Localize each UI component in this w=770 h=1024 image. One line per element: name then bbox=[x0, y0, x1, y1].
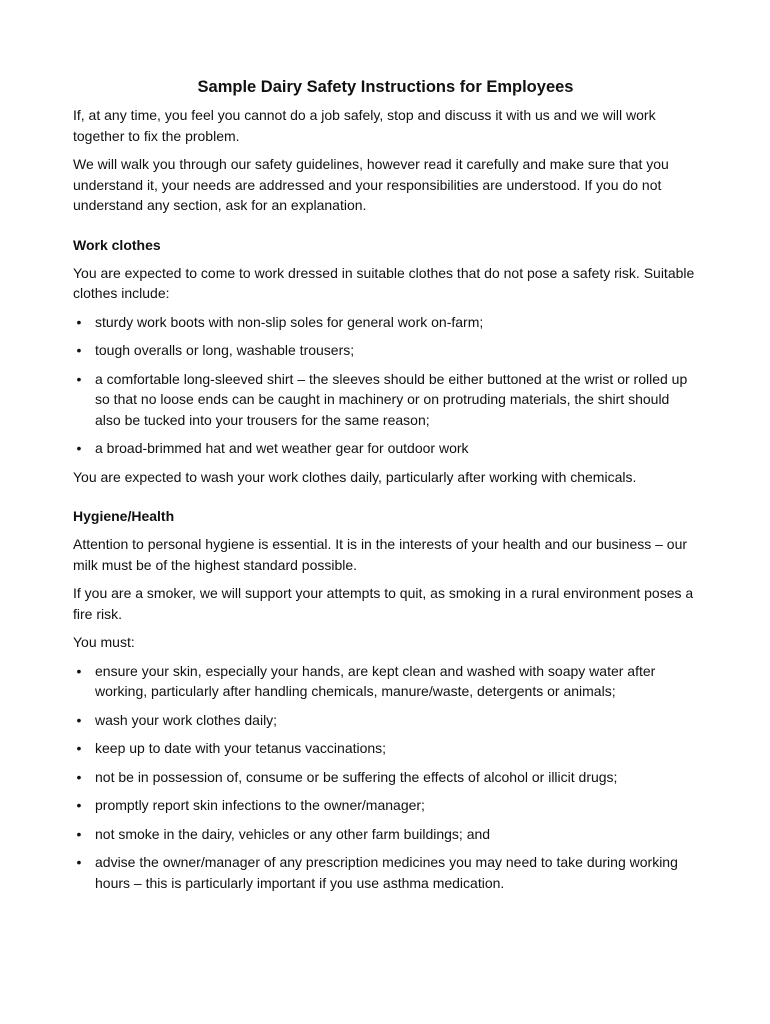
list-item-text: a comfortable long-sleeved shirt – the sleeves should be either buttoned at the wrist or rolled up so that no loose ends can be caught in machinery or on protruding materials, the shirt should also be tucked into your trousers for the same reason; bbox=[95, 370, 688, 428]
bullet-icon: • bbox=[76, 854, 82, 870]
list-item-text: sturdy work boots with non-slip soles for general work on-farm; bbox=[95, 313, 484, 330]
intro-paragraph: We will walk you through our safety guidelines, however read it carefully and make sure that you understand it, your needs are addressed and your responsibilities are understood. If you do not understand any section, ask for an explanation. bbox=[73, 156, 669, 213]
list-item-text: a broad-brimmed hat and wet weather gear for outdoor work bbox=[95, 440, 469, 456]
list-item-text: not smoke in the dairy, vehicles or any other farm buildings; and bbox=[95, 825, 491, 842]
section-paragraph: If you are a smoker, we will support your attempts to quit, as smoking in a rural environment poses a fire risk. bbox=[73, 585, 694, 622]
list-item bbox=[73, 340, 698, 361]
list-item bbox=[73, 824, 698, 845]
intro-paragraph: If, at any time, you feel you cannot do a job safely, stop and discuss it with us and we will work together to fix the problem. bbox=[73, 107, 656, 144]
list-item bbox=[73, 369, 698, 431]
list-item-text: not be in possession of, consume or be suffering the effects of alcohol or illicit drugs; bbox=[95, 768, 618, 785]
bullet-icon: • bbox=[76, 825, 82, 842]
bullet-icon: • bbox=[76, 740, 82, 756]
list-item bbox=[73, 661, 698, 702]
bullet-list bbox=[73, 661, 698, 894]
hygiene-section bbox=[73, 506, 698, 893]
bullet-icon: • bbox=[76, 342, 82, 358]
work-clothes-section bbox=[73, 235, 698, 488]
list-item bbox=[73, 312, 698, 333]
bullet-list bbox=[73, 312, 698, 459]
list-item-text: tough overalls or long, washable trousers; bbox=[95, 342, 355, 358]
bullet-icon: • bbox=[76, 440, 82, 456]
list-item-text: ensure your skin, especially your hands, are kept clean and washed with soapy water after working, particularly after handling chemicals, manure/waste, detergents or animals; bbox=[95, 662, 656, 699]
bullet-icon: • bbox=[76, 797, 82, 813]
bullet-icon: • bbox=[76, 768, 82, 785]
list-item bbox=[73, 767, 698, 788]
list-item-text: wash your work clothes daily; bbox=[95, 711, 278, 728]
bullet-icon: • bbox=[76, 662, 82, 679]
section-paragraph: Attention to personal hygiene is essential. It is in the interests of your health and our business – our milk must be of the highest standard possible. bbox=[73, 536, 688, 573]
bullet-icon: • bbox=[76, 370, 82, 387]
bullet-icon: • bbox=[76, 313, 82, 330]
list-item-text: advise the owner/manager of any prescription medicines you may need to take during working hours – this is particularly important if you use asthma medication. bbox=[95, 854, 678, 891]
section-paragraph: You are expected to wash your work clothes daily, particularly after working with chemicals. bbox=[73, 468, 637, 485]
list-item bbox=[73, 852, 698, 893]
list-item bbox=[73, 438, 698, 459]
section-heading: Hygiene/Health bbox=[73, 508, 175, 524]
list-item bbox=[73, 738, 698, 759]
list-item-text: promptly report skin infections to the owner/manager; bbox=[95, 797, 425, 813]
document-title: Sample Dairy Safety Instructions for Employees bbox=[197, 78, 574, 96]
section-paragraph: You must: bbox=[73, 634, 135, 650]
list-item-text: keep up to date with your tetanus vaccinations; bbox=[95, 740, 387, 756]
section-heading: Work clothes bbox=[73, 236, 161, 253]
bullet-icon: • bbox=[76, 711, 82, 728]
section-paragraph: You are expected to come to work dressed in suitable clothes that do not pose a safety risk. Suitable clothes include: bbox=[73, 264, 695, 301]
list-item bbox=[73, 710, 698, 731]
list-item bbox=[73, 795, 698, 816]
